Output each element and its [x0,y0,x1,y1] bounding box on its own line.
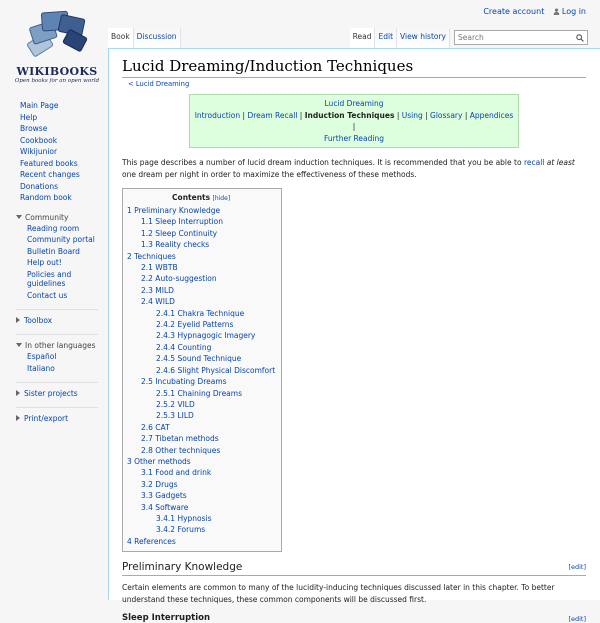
sidebar-languages [16,340,108,374]
toc-item [127,239,275,250]
toc-item [127,330,275,341]
section-heading-sleep-interruption: Sleep Interruption [edit] [122,613,586,623]
toc-item [127,410,275,421]
personal-tools [477,7,586,16]
toc-link[interactable]: 2.4.4 Counting [156,342,212,352]
section-heading-preliminary-knowledge: Preliminary Knowledge [edit] [122,561,586,576]
language-link-es[interactable]: Español [27,352,57,361]
toc-item [127,216,275,227]
sidebar-print-export [16,413,108,424]
languages-heading[interactable]: In other languages [16,340,108,351]
divider [16,309,98,310]
book-navigation-box: Lucid Dreaming Introduction | Dream Recall | Induction Techniques | Using | Glossary | Appendices | Further Reading [189,94,519,148]
expand-arrow-icon [16,343,22,347]
toc-item [127,433,275,444]
toc-link[interactable]: 2.5.2 VILD [156,399,195,409]
toc-link[interactable]: 2.3 MILD [141,285,174,295]
toc-link[interactable]: 2.4.5 Sound Technique [156,354,242,364]
toc-link[interactable]: 1.2 Sleep Continuity [141,228,218,238]
toc-list [127,205,275,547]
toc-hide-link[interactable]: [hide] [212,195,231,202]
toc-link[interactable]: 3 Other methods [127,456,191,466]
toc-item [127,228,275,239]
edit-section-link[interactable]: [edit] [568,563,586,572]
toc-item [127,445,275,456]
navbox-link-dream-recall[interactable]: Dream Recall [247,110,298,120]
toc-item [127,376,275,387]
toc-item [127,319,275,330]
toc-item [127,285,275,296]
edit-section-link[interactable]: [edit] [568,615,586,623]
language-link-it[interactable]: Italiano [27,363,55,373]
toc-item [127,353,275,364]
tab-read[interactable]: Read [350,28,376,48]
sister-projects-heading[interactable]: Sister projects [16,388,108,399]
toc-link[interactable]: 2.4 WILD [141,297,175,307]
logo-wordmark: WIKIBOOKS [16,65,98,78]
section-paragraph: Certain elements are common to many of the lucidity-inducing techniques discussed later in this chapter. To better understand these techniques, these common components will be discussed first. [122,583,555,604]
create-account-link[interactable]: Create account [483,7,545,16]
toc-item [127,456,275,467]
toc-item [127,422,275,433]
toc-link[interactable]: 3.2 Drugs [141,479,178,489]
toc-link[interactable]: 1.1 Sleep Interruption [141,217,223,227]
toc-link[interactable]: 2.5.1 Chaining Dreams [156,388,242,398]
site-logo[interactable] [12,6,102,90]
navbox-link-further-reading[interactable]: Further Reading [324,133,384,143]
toc-item [127,524,275,535]
toc-item [127,467,275,478]
sidebar-item-main-page[interactable]: Main Page [20,101,59,110]
collapse-arrow-icon [16,415,20,421]
toc-link[interactable]: 2.6 CAT [141,422,170,432]
intro-paragraph: This page describes a number of lucid dream induction techniques. It is recommended that you be able to recall at least one dream per night in order to maximize the effectiveness of these methods. [122,158,575,179]
toc-link[interactable]: 2.1 WBTB [141,263,178,273]
toc-link[interactable]: 3.1 Food and drink [141,468,212,478]
toc-item [127,513,275,524]
sidebar-navigation [20,100,108,204]
toc-item [127,205,275,216]
divider [16,334,98,335]
collapse-arrow-icon [16,390,20,396]
navbox-link-using[interactable]: Using [401,110,423,120]
page-title: Lucid Dreaming/Induction Techniques [122,57,586,78]
namespace-tabs [108,28,181,48]
sidebar-item-recent-changes[interactable]: Recent changes [20,170,80,179]
sidebar [0,100,108,432]
main-content [108,48,600,623]
toc-title: Contents [hide] [172,193,231,202]
toc-link[interactable]: 1 Preliminary Knowledge [127,206,221,215]
sidebar-community [16,212,108,302]
sidebar-item-community-portal[interactable]: Community portal [27,235,95,244]
toc-link[interactable]: 2.4.3 Hypnagogic Imagery [156,331,256,341]
recall-link[interactable]: recall [523,158,545,167]
toc-item [127,399,275,410]
navbox-link-introduction[interactable]: Introduction [194,110,241,120]
toc-link[interactable]: 2.5 Incubating Dreams [141,377,227,387]
print-export-heading[interactable]: Print/export [16,413,108,424]
tab-view-history[interactable]: View history [397,28,450,48]
navbox-link-glossary[interactable]: Glossary [430,110,463,120]
toc-link[interactable]: 3.4.2 Forums [156,525,206,535]
sidebar-item-help-out[interactable]: Help out! [27,258,62,267]
toc-link[interactable]: 3.4.1 Hypnosis [156,513,212,523]
sidebar-item-featured-books[interactable]: Featured books [20,158,78,168]
toc-item [127,536,275,547]
divider [16,407,98,408]
toc-link[interactable]: 2.7 Tibetan methods [141,434,219,444]
sidebar-item-browse[interactable]: Browse [20,124,48,133]
sidebar-item-random-book[interactable]: Random book [20,193,72,202]
sidebar-toolbox [16,315,108,326]
search-icon[interactable] [576,34,584,42]
breadcrumb-parent-link[interactable]: < Lucid Dreaming [128,80,190,88]
sidebar-item-bulletin-board[interactable]: Bulletin Board [27,246,80,256]
sidebar-item-reading-room[interactable]: Reading room [27,223,80,233]
search-box [454,30,588,45]
toc-link[interactable]: 2.4.6 Slight Physical Discomfort [156,365,276,375]
tab-edit[interactable]: Edit [375,28,397,48]
sidebar-item-donations[interactable]: Donations [20,181,58,191]
toc-link[interactable]: 2 Techniques [127,251,176,261]
toc-link[interactable]: 1.3 Reality checks [141,240,210,250]
community-heading[interactable]: Community [16,212,108,223]
sidebar-item-policies[interactable]: Policies and guidelines [27,269,72,288]
tab-discussion[interactable]: Discussion [134,28,181,48]
toc-link[interactable]: 4 References [127,536,176,546]
sidebar-item-contact-us[interactable]: Contact us [27,290,68,300]
breadcrumb [128,80,586,88]
sidebar-sister-projects [16,388,108,399]
toc-item [127,490,275,501]
toc-item [127,273,275,284]
toc-link[interactable]: 2.2 Auto-suggestion [141,274,217,284]
sidebar-item-cookbook[interactable]: Cookbook [20,135,58,145]
logo-slogan: Open books for an open world [14,78,100,84]
toc-item [127,365,275,376]
sidebar-item-help[interactable]: Help [20,112,38,122]
table-of-contents [122,188,282,552]
toolbox-heading[interactable]: Toolbox [16,315,108,326]
navbox-current-page: Induction Techniques [304,110,395,120]
sidebar-item-wikijunior[interactable]: Wikijunior [20,147,58,156]
toc-item [127,388,275,399]
toc-link[interactable]: 2.8 Other techniques [141,445,221,455]
collapse-arrow-icon [16,317,20,323]
toc-link[interactable]: 2.4.2 Eyelid Patterns [156,320,234,330]
navbox-link-appendices[interactable]: Appendices [469,110,514,120]
navbox-book-title-link[interactable]: Lucid Dreaming [324,99,384,108]
search-input[interactable] [455,31,565,44]
divider [16,382,98,383]
toc-link[interactable]: 2.5.3 LILD [156,411,194,421]
toc-item [127,251,275,262]
toc-item [127,296,275,307]
expand-arrow-icon [16,215,22,219]
toc-link[interactable]: 3.3 Gadgets [141,491,187,501]
toc-link[interactable]: 2.4.1 Chakra Technique [156,308,245,318]
toc-item [127,308,275,319]
wikibooks-logo-icon [22,6,92,64]
toc-link[interactable]: 3.4 Software [141,502,189,512]
tab-book[interactable]: Book [108,28,134,48]
toc-item [127,262,275,273]
view-tabs [350,28,588,48]
login-link[interactable]: Log in [561,7,586,16]
toc-item [127,502,275,513]
user-icon [553,8,560,15]
toc-item [127,342,275,353]
toc-item [127,479,275,490]
